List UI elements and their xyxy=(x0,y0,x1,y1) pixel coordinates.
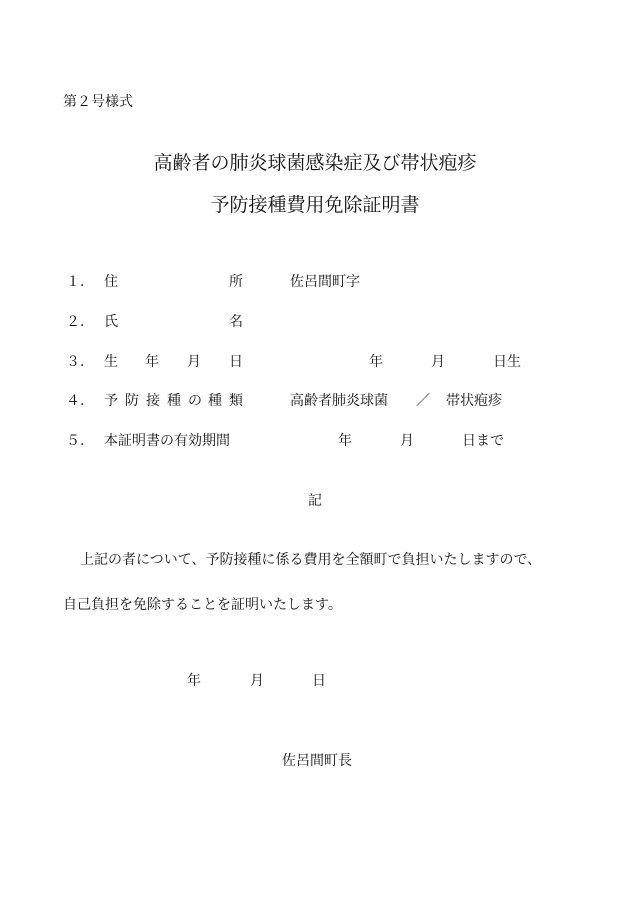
body-text-line-1: 上記の者について、予防接種に係る費用を全額町で負担いたしますので、 xyxy=(80,552,542,568)
issue-day-unit: 日 xyxy=(312,673,326,689)
field-number: １. xyxy=(66,274,85,290)
field-label-char: の xyxy=(188,393,202,409)
field-label-char: 類 xyxy=(229,393,243,409)
field-label-char: 生 xyxy=(104,354,118,370)
vaccine-separator: ／ xyxy=(416,393,430,409)
document-title-line-1: 高齢者の肺炎球菌感染症及び帯状疱疹 xyxy=(153,152,477,174)
field-label-char: 氏 xyxy=(104,314,118,330)
field-label-char: 年 xyxy=(145,354,159,370)
field-label: 本証明書の有効期間 xyxy=(104,433,230,449)
field-label-char: 名 xyxy=(229,314,243,330)
issue-month-unit: 月 xyxy=(250,673,264,689)
field-label-char: 月 xyxy=(187,354,201,370)
field-label-char: 所 xyxy=(229,274,243,290)
field-number: ３. xyxy=(66,354,85,370)
address-value: 佐呂間町字 xyxy=(290,274,360,290)
field-label-char: 種 xyxy=(208,393,222,409)
form-number: 第２号様式 xyxy=(63,94,133,110)
field-number: ４. xyxy=(66,393,85,409)
vaccine-option-shingles: 帯状疱疹 xyxy=(446,393,502,409)
ki-heading: 記 xyxy=(308,493,322,509)
issue-year-unit: 年 xyxy=(187,673,201,689)
field-label-char: 接 xyxy=(146,393,160,409)
validity-month-unit: 月 xyxy=(400,433,414,449)
field-label-char: 日 xyxy=(229,354,243,370)
validity-year-unit: 年 xyxy=(338,433,352,449)
field-number: ２. xyxy=(66,314,85,330)
field-label-char: 住 xyxy=(104,274,118,290)
birth-year-unit: 年 xyxy=(369,354,383,370)
field-number: ５. xyxy=(66,433,85,449)
validity-day-unit: 日まで xyxy=(462,433,504,449)
document-title-line-2: 予防接種費用免除証明書 xyxy=(210,194,420,216)
field-label-char: 防 xyxy=(125,393,139,409)
issuer-name: 佐呂間町長 xyxy=(282,753,352,769)
field-label-char: 予 xyxy=(104,393,118,409)
birth-day-unit: 日生 xyxy=(493,354,521,370)
birth-month-unit: 月 xyxy=(431,354,445,370)
vaccine-option-pneumococcal: 高齢者肺炎球菌 xyxy=(290,393,388,409)
field-label-char: 種 xyxy=(167,393,181,409)
body-text-line-2: 自己負担を免除することを証明いたします。 xyxy=(63,597,342,613)
